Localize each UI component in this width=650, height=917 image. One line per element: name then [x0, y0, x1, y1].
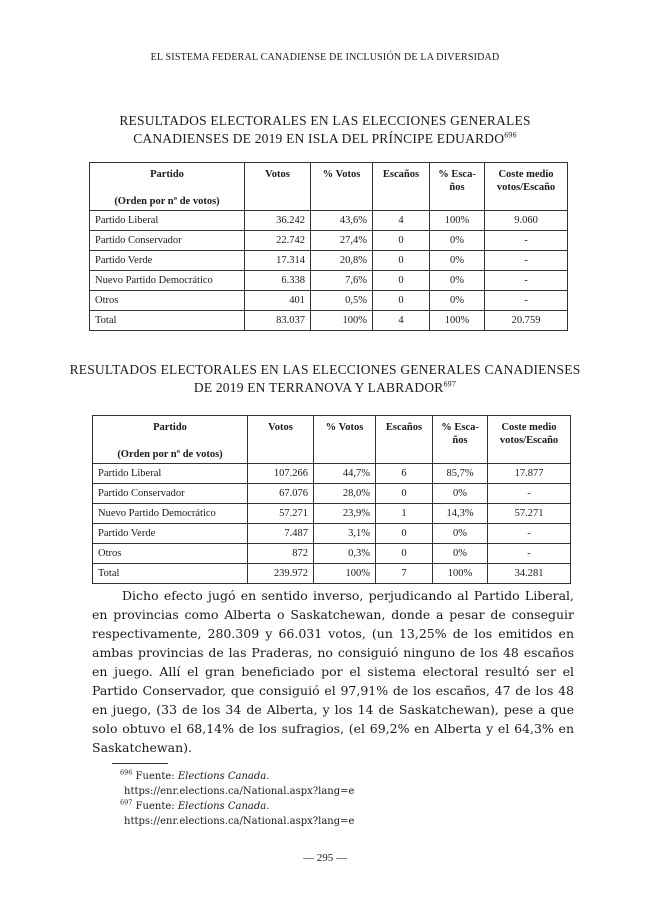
table-row: [90, 251, 568, 271]
table1-header-pct-votos: % Votos: [311, 163, 373, 211]
table1-title-line1: RESULTADOS ELECTORALES EN LAS ELECCIONES GENERALES: [119, 113, 531, 128]
table2-header-pct-escanos: [433, 416, 488, 464]
footnote-label: Fuente:: [135, 801, 178, 812]
cell-pct-votos: 100%: [314, 564, 376, 584]
cell-votos: 17.314: [245, 251, 311, 271]
cell-pct-escanos: 0%: [430, 271, 485, 291]
cell-escanos: 0: [376, 544, 433, 564]
cell-votos: 83.037: [245, 311, 311, 331]
table2-footnote-ref: 697: [443, 379, 457, 389]
table2-header-votos: Votos: [248, 416, 314, 464]
table1-header-coste: [485, 163, 568, 211]
table-row: [93, 564, 571, 584]
cell-votos: 7.487: [248, 524, 314, 544]
table-row: [93, 464, 571, 484]
cell-votos: 872: [248, 544, 314, 564]
header-pct-escanos-line1: % Esca-: [438, 169, 476, 180]
footnote: [120, 799, 560, 829]
cell-votos: 67.076: [248, 484, 314, 504]
table-row: [90, 311, 568, 331]
cell-coste: -: [488, 524, 571, 544]
header-partido-label: Partido: [153, 422, 187, 433]
cell-pct-votos: 44,7%: [314, 464, 376, 484]
table2-header-escanos: Escaños: [376, 416, 433, 464]
cell-votos: 22.742: [245, 231, 311, 251]
table-row: [93, 524, 571, 544]
cell-partido: Total: [93, 564, 248, 584]
page-number: — 295 —: [303, 852, 347, 864]
footnote-url: https://enr.elections.ca/National.aspx?lang=e: [124, 786, 355, 797]
cell-votos: 36.242: [245, 211, 311, 231]
cell-escanos: 0: [373, 231, 430, 251]
body-paragraph: Dicho efecto jugó en sentido inverso, perjudicando al Partido Liberal, en provincias como Alberta o Saskatchewan, donde a pesar de conseguir respectivamente, 280.309 y 66.031 votos, (un 13,25% de los emitidos en ambas provincias de las Praderas, no consiguió ninguno de los 48 escaños en juego. Allí el gran beneficiado por el sistema electoral resultó ser el Partido Conservador, que consiguió el 97,91% de los escaños, 47 de los 48 en juego, (33 de los 34 de Alberta, y los 14 de Saskatchewan), pese a que solo obtuvo el 68,14% de los sufragios, (el 69,2% en Alberta y el 64,3% en Saskatchewan).: [92, 588, 574, 755]
footnote-divider: [112, 763, 168, 764]
cell-escanos: 0: [373, 291, 430, 311]
table2-header-pct-votos: % Votos: [314, 416, 376, 464]
cell-partido: Total: [90, 311, 245, 331]
running-head: EL SISTEMA FEDERAL CANADIENSE DE INCLUSIÓN DE LA DIVERSIDAD: [150, 52, 500, 63]
cell-partido: Otros: [93, 544, 248, 564]
footnote-number: 696: [120, 768, 133, 777]
cell-pct-votos: 7,6%: [311, 271, 373, 291]
header-coste-line2: votos/Escaño: [499, 435, 559, 446]
cell-coste: -: [485, 271, 568, 291]
header-coste-line2: votos/Escaño: [496, 182, 556, 193]
cell-partido: Partido Conservador: [90, 231, 245, 251]
cell-escanos: 4: [373, 211, 430, 231]
table-row: [90, 211, 568, 231]
cell-pct-votos: 3,1%: [314, 524, 376, 544]
cell-votos: 239.972: [248, 564, 314, 584]
cell-partido: Otros: [90, 291, 245, 311]
cell-escanos: 0: [376, 484, 433, 504]
header-partido-sub: (Orden por nº de votos): [117, 449, 223, 460]
cell-coste: -: [485, 291, 568, 311]
table1-title-line2: [60, 130, 590, 148]
table1-title: [60, 112, 590, 148]
table1-header-partido: [90, 163, 245, 211]
cell-pct-escanos: 0%: [433, 484, 488, 504]
cell-votos: 57.271: [248, 504, 314, 524]
cell-pct-votos: 20,8%: [311, 251, 373, 271]
cell-partido: Partido Verde: [93, 524, 248, 544]
footnote: [120, 769, 560, 799]
table2-title: [60, 361, 590, 397]
cell-pct-escanos: 100%: [430, 311, 485, 331]
table2-title-line2: [60, 379, 590, 397]
cell-coste: 17.877: [488, 464, 571, 484]
table-row: [90, 271, 568, 291]
table2-header-coste: [488, 416, 571, 464]
cell-escanos: 1: [376, 504, 433, 524]
cell-pct-escanos: 0%: [433, 524, 488, 544]
cell-votos: 107.266: [248, 464, 314, 484]
table-row: [90, 291, 568, 311]
header-coste-line1: Coste medio: [498, 169, 554, 180]
cell-votos: 6.338: [245, 271, 311, 291]
cell-partido: Partido Liberal: [90, 211, 245, 231]
cell-escanos: 0: [373, 271, 430, 291]
cell-pct-votos: 27,4%: [311, 231, 373, 251]
table2: [92, 415, 571, 584]
cell-pct-votos: 100%: [311, 311, 373, 331]
cell-partido: Nuevo Partido Democrático: [90, 271, 245, 291]
table-row: [93, 484, 571, 504]
header-pct-escanos-line1: % Esca-: [441, 422, 479, 433]
cell-pct-votos: 43,6%: [311, 211, 373, 231]
cell-coste: -: [485, 251, 568, 271]
cell-coste: 9.060: [485, 211, 568, 231]
cell-pct-escanos: 0%: [430, 291, 485, 311]
header-pct-escanos-line2: ños: [449, 182, 465, 193]
cell-pct-escanos: 0%: [433, 544, 488, 564]
table2-title-line2-text: DE 2019 EN TERRANOVA Y LABRADOR: [193, 380, 444, 395]
table2-title-line1: RESULTADOS ELECTORALES EN LAS ELECCIONES GENERALES CANADIENSES: [69, 362, 581, 377]
table-row: [93, 544, 571, 564]
cell-pct-escanos: 100%: [430, 211, 485, 231]
header-partido-sub: (Orden por nº de votos): [114, 196, 220, 207]
cell-pct-escanos: 100%: [433, 564, 488, 584]
footnote-label: Fuente:: [135, 771, 178, 782]
cell-escanos: 4: [373, 311, 430, 331]
cell-escanos: 0: [373, 251, 430, 271]
cell-pct-votos: 0,5%: [311, 291, 373, 311]
cell-escanos: 0: [376, 524, 433, 544]
table1-header-votos: Votos: [245, 163, 311, 211]
cell-pct-escanos: 85,7%: [433, 464, 488, 484]
cell-coste: 20.759: [485, 311, 568, 331]
table1-header-escanos: Escaños: [373, 163, 430, 211]
footnote-source: Elections Canada.: [177, 801, 270, 812]
cell-escanos: 6: [376, 464, 433, 484]
table1-header-pct-escanos: [430, 163, 485, 211]
table-row: [90, 231, 568, 251]
footnote-number: 697: [120, 798, 133, 807]
cell-pct-escanos: 0%: [430, 231, 485, 251]
cell-pct-votos: 28,0%: [314, 484, 376, 504]
table1-title-line2-text: CANADIENSES DE 2019 EN ISLA DEL PRÍNCIPE EDUARDO: [133, 131, 505, 146]
footnote-source: Elections Canada.: [177, 771, 270, 782]
table2-header-row: [93, 416, 571, 464]
footnote-url: https://enr.elections.ca/National.aspx?lang=e: [124, 816, 355, 827]
cell-partido: Nuevo Partido Democrático: [93, 504, 248, 524]
cell-pct-escanos: 0%: [430, 251, 485, 271]
cell-pct-escanos: 14,3%: [433, 504, 488, 524]
header-coste-line1: Coste medio: [501, 422, 557, 433]
cell-partido: Partido Verde: [90, 251, 245, 271]
cell-coste: 34.281: [488, 564, 571, 584]
table1: [89, 162, 568, 331]
cell-pct-votos: 0,3%: [314, 544, 376, 564]
cell-coste: -: [488, 544, 571, 564]
cell-coste: 57.271: [488, 504, 571, 524]
table1-footnote-ref: 696: [504, 130, 517, 140]
cell-partido: Partido Liberal: [93, 464, 248, 484]
table-row: [93, 504, 571, 524]
cell-coste: -: [488, 484, 571, 504]
header-partido-label: Partido: [150, 169, 184, 180]
footnotes: [120, 769, 560, 829]
cell-escanos: 7: [376, 564, 433, 584]
header-pct-escanos-line2: ños: [452, 435, 468, 446]
table1-header-row: [90, 163, 568, 211]
cell-partido: Partido Conservador: [93, 484, 248, 504]
cell-votos: 401: [245, 291, 311, 311]
cell-coste: -: [485, 231, 568, 251]
table2-header-partido: [93, 416, 248, 464]
cell-pct-votos: 23,9%: [314, 504, 376, 524]
